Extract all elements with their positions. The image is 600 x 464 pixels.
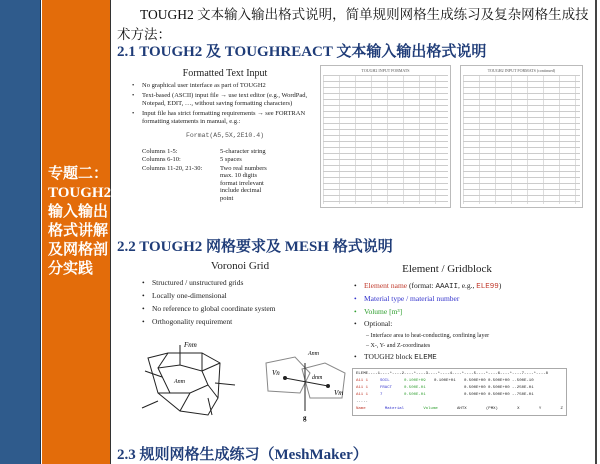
side-title: 专题二：TOUGH2输入输出格式讲解及网格剖分实践 [48,166,112,277]
text: (format: [407,280,436,290]
col-key: Columns 11-20, 21-30: [142,164,203,172]
text: Element name [364,280,408,290]
bullet-optional: • Optional: [352,318,592,331]
text: ELE99 [476,282,499,291]
form-title: TOUGH2 INPUT FORMATS (continued) [487,68,556,73]
heading-2-1: 2.1 TOUGH2 及 TOUGHREACT 文本输入输出格式说明 [117,44,487,60]
text: ) [498,280,502,290]
text: TOUGH2 block [364,351,415,361]
text: AAAII [435,282,458,291]
eleme-legend-item: AHTX [457,407,467,411]
label-vn: Vn [272,369,280,377]
slide-title: Element / Gridblock [402,263,492,275]
bullet-element-name [352,280,592,294]
eleme-legend-item: (PMX) [485,407,498,411]
col-val: Two real numbers max. 10 digits format irrelevant include decimal point [220,164,267,202]
voronoi-diagram [140,333,350,423]
eleme-block [352,368,567,416]
text: , e.g., [457,280,477,290]
bullet: • Structured / unstructured grids [140,276,340,289]
bullet-eleme [352,351,592,365]
eleme-row [356,385,563,392]
eleme-cell [434,392,464,399]
eleme-cell: 7 [380,393,383,397]
label-anm: Anm [174,379,185,385]
eleme-cell: FRACT [380,386,393,390]
slide-element-gridblock [352,263,592,416]
col-key: Columns 6-10: [142,156,181,163]
eleme-cell: 0.500E-01 [404,393,426,397]
input-formats-form-2 [460,65,583,208]
label-anm-2: Anm [308,351,319,357]
eleme-cell: 0.100E+09 [404,379,426,383]
sub-bullet: – Interface area to heat-conducting, confining layer [366,332,490,339]
slide-title: Voronoi Grid [210,260,270,272]
eleme-row [356,378,563,385]
eleme-legend-item: Name [356,407,366,411]
intro-line-2: 术方法： [117,27,171,42]
eleme-cell: 0.500E-01 [404,386,426,390]
eleme-legend-item: X [517,407,520,411]
label-vm: Vm [334,389,344,397]
label-g: g [303,414,307,422]
bullet: • No reference to global coordinate system [140,302,340,315]
form-grid [463,75,580,204]
eleme-legend-item: Z [560,407,563,411]
heading-2-3: 2.3 规则网格生成练习（MeshMaker） [117,447,368,463]
eleme-cell: A11 1 [356,386,369,390]
text: X-, Y- and Z-coordinates [370,342,431,349]
text: ELEME [414,353,437,362]
text: Interface area to heat-conducting, confining layer [370,332,490,339]
eleme-cell: 0.500E+00 0.500E+00 -.500E-10 [464,379,534,383]
bullet: • No graphical user interface as part of TOUGH2 [130,82,320,90]
slide-formatted-text-input [130,70,320,202]
heading-2-2: 2.2 TOUGH2 网格要求及 MESH 格式说明 [117,239,393,255]
eleme-dots: ..... [356,400,369,404]
slide-voronoi-grid [140,260,340,328]
eleme-cell: A11 1 [356,393,369,397]
bullet-volume: • Volume [m³] [352,306,592,319]
form-title: TOUGH2 INPUT FORMATS [361,68,410,73]
bullet: • Text-based (ASCII) input file → use text editor (e.g., WordPad, Notepad, EDIT, …, without saving formatting characters) [130,92,320,107]
label-fnm: Fnm [184,341,197,349]
eleme-row [356,392,563,399]
bullet: • Input file has strict formatting requirements → see FORTRAN formatting statements in manual, e.g.: [130,110,320,125]
right-border [595,0,597,464]
eleme-cell: SOIL [380,379,390,383]
sub-bullet: – X-, Y- and Z-coordinates [366,342,431,349]
form-grid [323,75,448,204]
label-dnm: dnm [312,375,323,381]
eleme-cell: 0.100E+01 [434,379,456,383]
eleme-cell: A11 1 [356,379,369,383]
intro-line-1: TOUGH2 文本输入输出格式说明，简单规则网格生成练习及复杂网格生成技 [140,7,589,22]
eleme-cell [434,385,464,392]
left-blue-band [0,0,41,464]
bullet: • Locally one-dimensional [140,289,340,302]
slide-title: Formatted Text Input [182,68,268,79]
eleme-legend-item: Volume [423,407,438,411]
bullet-material: • Material type / material number [352,293,592,306]
input-formats-form-1 [320,65,451,208]
eleme-legend-item: Material [384,407,405,411]
eleme-cell: 0.500E+00 0.500E+00 -.750E-01 [464,393,534,397]
col-val: 5 spaces [220,156,242,163]
col-key: Columns 1-5: [142,147,178,155]
eleme-header: ELEME----1----*----2----*----3----*----4----*----5----*----6----*----7----*----8 [356,372,549,376]
bullet: • Orthogonality requirement [140,315,340,328]
format-example: Format(A5,5X,2E10.4) [185,132,264,139]
eleme-cell: 0.500E+00 0.500E+00 -.250E-01 [464,386,534,390]
eleme-legend-item: Y [538,407,542,411]
col-val: 5-character string [220,147,266,155]
columns-table [130,148,320,203]
